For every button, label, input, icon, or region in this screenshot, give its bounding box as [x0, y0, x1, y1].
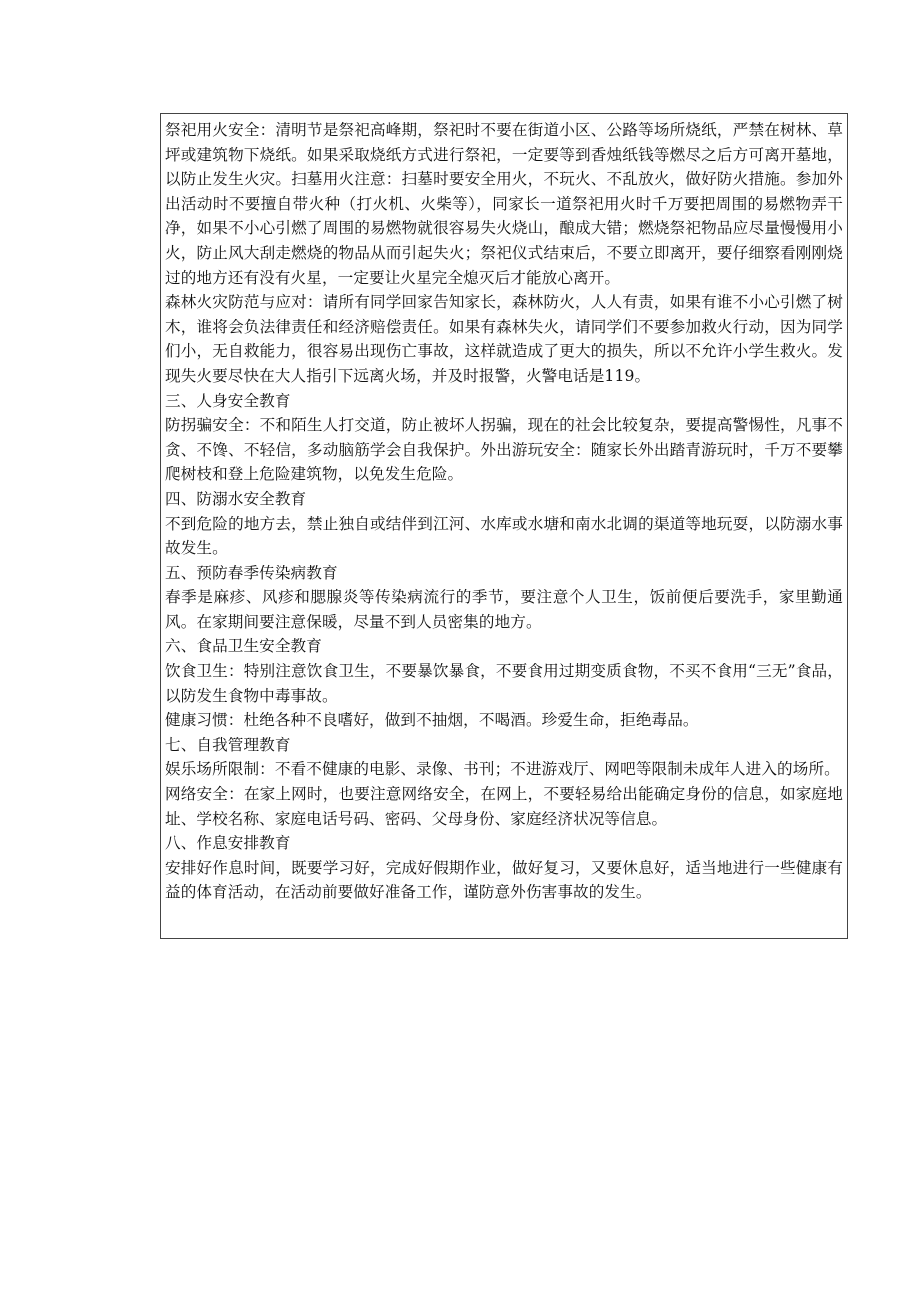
paragraph-infectious-disease: 春季是麻疹、风疹和腮腺炎等传染病流行的季节，要注意个人卫生，饭前便后要洗手，家里勤通风。在家期间要注意保暖，尽量不到人员密集的地方。: [165, 588, 843, 631]
paragraph-diet-hygiene: 饮食卫生：特别注意饮食卫生，不要暴饮暴食，不要食用过期变质食物，不买不食用“三无”食品，以防发生食物中毒事故。: [165, 662, 843, 705]
document-table-cell: [160, 113, 848, 939]
heading-self-management: 七、自我管理教育: [165, 735, 291, 754]
paragraph-anti-abduction: 防拐骗安全：不和陌生人打交道，防止被坏人拐骗，现在的社会比较复杂，要提高警惕性，凡事不贪、不馋、不轻信，多动脑筋学会自我保护。外出游玩安全：随家长外出踏青游玩时，千万不要攀爬树枝和登上危险建筑物，以免发生危险。: [165, 416, 843, 484]
heading-drowning-prevention: 四、防溺水安全教育: [165, 489, 307, 508]
heading-infectious-disease: 五、预防春季传染病教育: [165, 563, 338, 582]
paragraph-internet-safety: 网络安全：在家上网时，也要注意网络安全，在网上，不要轻易给出能确定身份的信息，如家庭地址、学校名称、家庭电话号码、密码、父母身份、家庭经济状况等信息。: [165, 785, 843, 828]
paragraph-schedule: 安排好作息时间，既要学习好，完成好假期作业，做好复习，又要休息好，适当地进行一些健康有益的体育活动，在活动前要做好准备工作，谨防意外伤害事故的发生。: [165, 858, 843, 902]
heading-schedule: 八、作息安排教育: [165, 834, 291, 853]
paragraph-drowning-prevention: 不到危险的地方去，禁止独自或结伴到江河、水库或水塘和南水北调的渠道等地玩耍，以防溺水事故发生。: [165, 514, 843, 558]
heading-food-safety: 六、食品卫生安全教育: [165, 637, 322, 656]
paragraph-healthy-habits: 健康习惯：杜绝各种不良嗜好，做到不抽烟，不喝酒。珍爱生命，拒绝毒品。: [165, 711, 699, 730]
paragraph-sacrifice-fire-safety: 祭祀用火安全：清明节是祭祀高峰期，祭祀时不要在街道小区、公路等场所烧纸，严禁在树林、草坪或建筑物下烧纸。如果采取烧纸方式进行祭祀，一定要等到香烛纸钱等燃尽之后方可离开墓地，以防止发生火灾。扫墓用火注意：扫墓时要安全用火，不玩火、不乱放火，做好防火措施。参加外出活动时不要擅自带火种（打火机、火柴等），同家长一道祭祀用火时千万要把周围的易燃物弄干净，如果不小心引燃了周围的易燃物就很容易失火烧山，酿成大错；燃烧祭祀物品应尽量慢慢用小火，防止风大刮走燃烧的物品从而引起失火；祭祀仪式结束后，不要立即离开，要仔细察看刚刚烧过的地方还有没有火星，一定要让火星完全熄灭后才能放心离开。: [165, 121, 843, 287]
paragraph-entertainment-restriction: 娱乐场所限制：不看不健康的电影、录像、书刊；不进游戏厅、网吧等限制未成年人进入的场所。: [165, 760, 840, 779]
paragraph-forest-fire: 森林火灾防范与应对：请所有同学回家告知家长，森林防火，人人有责，如果有谁不小心引燃了树木，谁将会负法律责任和经济赔偿责任。如果有森林失火，请同学们不要参加救火行动，因为同学们小，无自救能力，很容易出现伤亡事故，这样就造成了更大的损失，所以不允许小学生救火。发现失火要尽快在大人指引下远离火场，并及时报警，火警电话是119。: [165, 293, 843, 385]
heading-personal-safety: 三、人身安全教育: [165, 391, 291, 410]
